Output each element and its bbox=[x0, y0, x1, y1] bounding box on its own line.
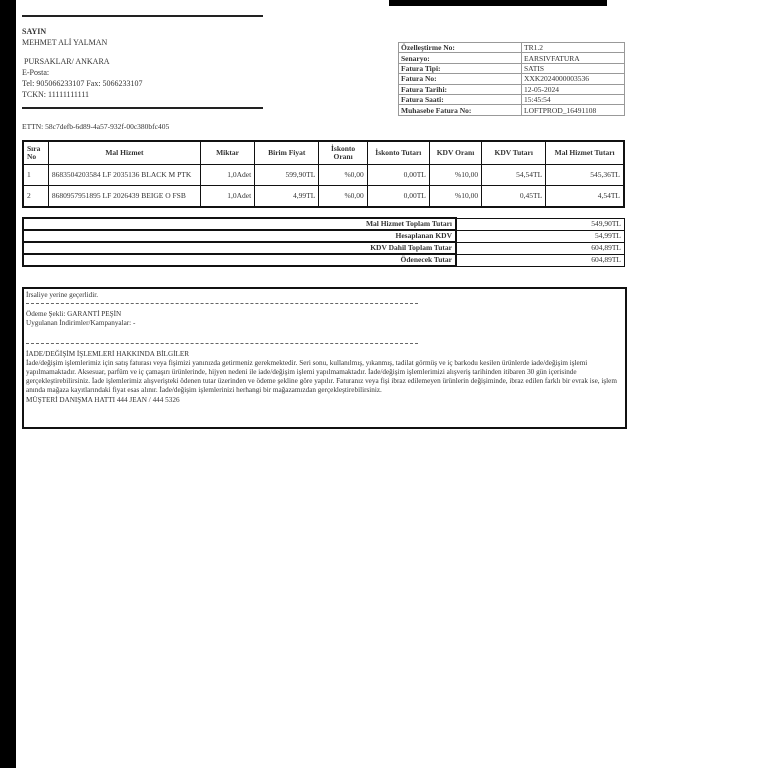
total-row bbox=[23, 254, 625, 266]
table-cell: 0,00TL bbox=[367, 165, 429, 186]
invoice-page bbox=[16, 0, 768, 768]
notes-divider bbox=[26, 343, 418, 344]
return-policy-title: İADE/DEĞİŞİM İŞLEMLERİ HAKKINDA BİLGİLER bbox=[26, 349, 190, 358]
top-divider bbox=[22, 15, 263, 17]
notes-divider bbox=[26, 303, 418, 304]
table-cell: %0,00 bbox=[319, 186, 367, 208]
column-header: KDV Tutarı bbox=[482, 141, 546, 165]
customer-tax-id: TCKN: 11111111111 bbox=[22, 90, 90, 99]
table-cell: 0,00TL bbox=[367, 186, 429, 208]
ettn: ETTN: 58c7defb-6d89-4a57-932f-00c380bfc405 bbox=[22, 122, 170, 131]
table-cell: %0,00 bbox=[319, 165, 367, 186]
total-label: KDV Dahil Toplam Tutar bbox=[23, 242, 456, 254]
table-cell: 8683504203584 LF 2035136 BLACK M PTK bbox=[48, 165, 200, 186]
customer-block bbox=[22, 26, 143, 100]
payment-method: Ödeme Şekli: GARANTİ PEŞİN bbox=[26, 310, 122, 319]
total-value: 54,99TL bbox=[456, 230, 625, 242]
column-header: Birim Fiyat bbox=[255, 141, 319, 165]
total-row bbox=[23, 230, 625, 242]
top-header-bar bbox=[389, 0, 607, 6]
total-row bbox=[23, 242, 625, 254]
invoice-meta-row bbox=[399, 43, 625, 53]
invoice-meta-row bbox=[399, 53, 625, 63]
invoice-meta-row bbox=[399, 105, 625, 115]
total-value: 604,89TL bbox=[456, 254, 625, 266]
table-cell: 1 bbox=[23, 165, 48, 186]
customer-address: PURSAKLAR/ ANKARA bbox=[24, 57, 110, 66]
table-cell: 2 bbox=[23, 186, 48, 208]
table-cell: 4,99TL bbox=[255, 186, 319, 208]
table-cell: 1,0Adet bbox=[200, 186, 254, 208]
meta-value: 12-05-2024 bbox=[522, 84, 625, 94]
meta-value: EARSIVFATURA bbox=[522, 53, 625, 63]
column-header: İskonto Oranı bbox=[319, 141, 367, 165]
total-value: 549,90TL bbox=[456, 218, 625, 230]
meta-label: Fatura Tarihi: bbox=[399, 84, 522, 94]
salutation: SAYIN bbox=[22, 27, 47, 36]
customer-hotline: MÜŞTERİ DANIŞMA HATTI 444 JEAN / 444 5326 bbox=[26, 395, 180, 404]
total-label: Ödenecek Tutar bbox=[23, 254, 456, 266]
return-policy-text: İade/değişim işlemlerimiz için satış faturası veya fişimizi yanınızda getirmeniz gerekmektedir. Seri sonu, kullanılmış, yıkanmış, tadilat görmüş ve iç barkodu kesilen ürünlerde iade/değişim işlemi yapılmamaktadır. Aksesuar, parfüm ve iç çamaşırı ürünlerinde, hijyen nedeni ile iade/değişim işlemi yapılmamaktadır. İade/değişim işlemlerimizi alışveriş tarihinden itibaren 30 gün içerisinde gerçekleştirebilirsiniz. İade işlemlerimiz alışverişteki ödenen tutar üzerinden ve ödeme şekline göre yapılır. Faturanız veya fişi ibraz edilemeyen ürünlerin değişiminde, ibraz edilen farklı bir evrak ise, işlem anında mağaza kayıtlarındaki fiyat esas alınır. İade/değişim işlemlerinizi herhangi bir mağazamızdan gerçekleştirebilirsiniz. bbox=[26, 358, 617, 395]
meta-value: LOFTPROD_16491108 bbox=[522, 105, 625, 115]
items-table bbox=[22, 140, 625, 208]
invoice-meta-row bbox=[399, 74, 625, 84]
total-label: Hesaplanan KDV bbox=[23, 230, 456, 242]
meta-label: Senaryo: bbox=[399, 53, 522, 63]
table-cell: 54,54TL bbox=[482, 165, 546, 186]
invoice-meta-row bbox=[399, 84, 625, 94]
table-cell: 0,45TL bbox=[482, 186, 546, 208]
customer-name: MEHMET ALİ YALMAN bbox=[22, 38, 108, 47]
meta-value: TR1.2 bbox=[522, 43, 625, 53]
meta-value: XXK2024000003536 bbox=[522, 74, 625, 84]
invoice-meta-row bbox=[399, 63, 625, 73]
column-header: İskonto Tutarı bbox=[367, 141, 429, 165]
table-cell: 599,90TL bbox=[255, 165, 319, 186]
table-cell: 4,54TL bbox=[546, 186, 624, 208]
total-label: Mal Hizmet Toplam Tutarı bbox=[23, 218, 456, 230]
customer-phone: Tel: 905066233107 Fax: 5066233107 bbox=[22, 79, 143, 88]
total-row bbox=[23, 218, 625, 230]
total-value: 604,89TL bbox=[456, 242, 625, 254]
column-header: Mal Hizmet Tutarı bbox=[546, 141, 624, 165]
table-cell: 1,0Adet bbox=[200, 165, 254, 186]
meta-label: Fatura No: bbox=[399, 74, 522, 84]
meta-value: SATIS bbox=[522, 63, 625, 73]
meta-label: Fatura Tipi: bbox=[399, 63, 522, 73]
invoice-meta-row bbox=[399, 94, 625, 104]
meta-label: Özelleştirme No: bbox=[399, 43, 522, 53]
totals-table bbox=[22, 217, 625, 267]
table-cell: 545,36TL bbox=[546, 165, 624, 186]
column-header: KDV Oranı bbox=[429, 141, 481, 165]
table-row bbox=[23, 165, 624, 186]
column-header: Miktar bbox=[200, 141, 254, 165]
table-row bbox=[23, 186, 624, 208]
table-cell: %10,00 bbox=[429, 165, 481, 186]
table-cell: %10,00 bbox=[429, 186, 481, 208]
meta-value: 15:45:54 bbox=[522, 94, 625, 104]
customer-divider bbox=[22, 107, 263, 109]
applied-discounts: Uygulanan İndirimler/Kampanyalar: - bbox=[26, 319, 136, 328]
items-header-row bbox=[23, 141, 624, 165]
meta-label: Fatura Saati: bbox=[399, 94, 522, 104]
column-header: Sıra No bbox=[23, 141, 48, 165]
notes-box bbox=[22, 287, 627, 429]
customer-email: E-Posta: bbox=[22, 68, 50, 77]
column-header: Mal Hizmet bbox=[48, 141, 200, 165]
meta-label: Muhasebe Fatura No: bbox=[399, 105, 522, 115]
table-cell: 8680957951895 LF 2026439 BEIGE O FSB bbox=[48, 186, 200, 208]
invoice-meta-table bbox=[398, 42, 625, 116]
waybill-note: İrsaliye yerine geçerlidir. bbox=[26, 291, 99, 299]
